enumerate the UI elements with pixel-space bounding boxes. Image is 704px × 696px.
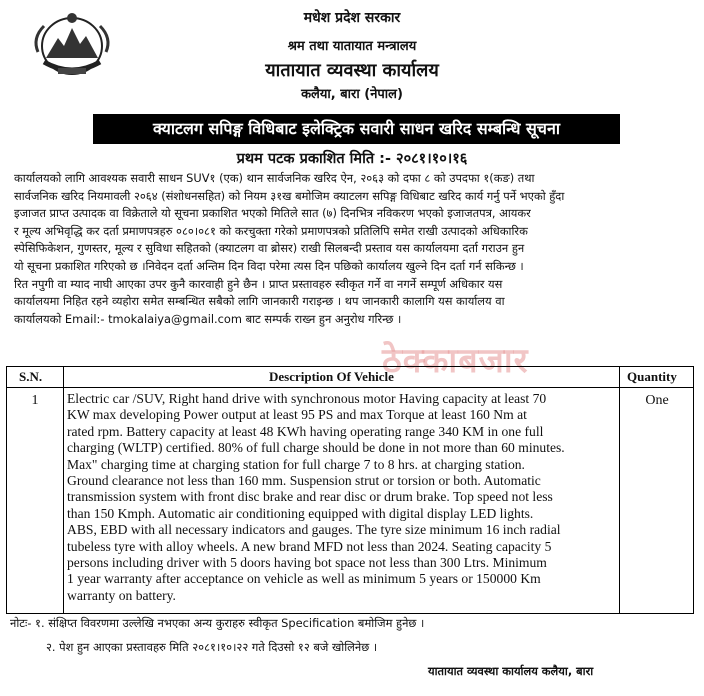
body-line: इजाजत प्राप्त उत्पादक वा विक्रेताले यो सूचना प्रकाशित भएको मितिले सात (७) दिनभित्र नविकरण भएको इजाजतपत्र, आयकर <box>14 206 531 221</box>
header-sn: S.N. <box>19 369 43 384</box>
notice-title: क्याटलग सपिङ्ग विधिबाट इलेक्ट्रिक सवारी साधन खरिद सम्बन्धि सूचना <box>93 114 620 144</box>
header-description: Description Of Vehicle <box>269 369 394 384</box>
desc-line: than 150 Kmph. Automatic air conditioning equipped with digital display LED lights. <box>67 505 534 521</box>
signature: यातायात व्यवस्था कार्यालय कलैया, बारा <box>428 664 594 678</box>
note-2: २. पेश हुन आएका प्रस्तावहरु मिति २०८१।१०।२२ गते दिउसो १२ बजे खोलिनेछ । <box>46 640 378 654</box>
ministry-name: श्रम तथा यातायात मन्त्रालय <box>287 39 417 54</box>
desc-line: charging (WLTP) certified. 80% of full charge should be done in not more than 60 minutes. <box>67 440 565 456</box>
desc-line: warranty on battery. <box>67 587 176 603</box>
header-quantity: Quantity <box>627 369 677 384</box>
body-line: कार्यालयको Email:- tmokalaiya@gmail.com बाट सम्पर्क राख्न हुन अनुरोध गरिन्छ । <box>14 311 402 326</box>
body-line: रित नपुगी वा म्याद नाघी आएका उपर कुनै कारवाही हुने छैन । प्राप्त प्रस्तावहरु स्वीकृत गर्ने वा नगर्ने सम्पूर्ण अधिकार यस <box>14 276 503 291</box>
body-line: कार्यालयको लागि आवश्यक सवारी साधन SUV१ (एक) थान सार्वजनिक खरिद ऐन, २०६३ को दफा ८ को उपदफा १(कङ) तथा <box>14 171 535 185</box>
desc-line: transmission system with front disc brake and rear disc or drum brake. Top speed not less <box>67 489 553 505</box>
publication-date: प्रथम पटक प्रकाशित मिति :- २०८१।१०।१६ <box>236 151 468 167</box>
desc-line: Electric car /SUV, Right hand drive with synchronous motor Having capacity at least 70 <box>67 391 547 406</box>
desc-line: ABS, EBD with all necessary indicators and gauges. The tyre size minimum 16 inch radial <box>67 522 561 538</box>
office-location: कलैया, बारा (नेपाल) <box>301 87 403 102</box>
row-sn: 1 <box>31 393 39 408</box>
body-line: कार्यालयमा निहित रहने व्यहोरा समेत सम्बन्धित सबैको लागि जानकारी गराइन्छ । थप जानकारी कालागि यस कार्यालय वा <box>14 294 505 309</box>
desc-line: persons including driver with 5 doors having bot space not less than 300 Ltrs. Minimum <box>67 555 547 571</box>
desc-line: tubeless tyre with alloy wheels. A new brand MFD not less than 2024. Seating capacity 5 <box>67 538 552 554</box>
desc-line: rated rpm. Battery capacity at least 48 KWh having operating range 340 KM in one full <box>67 423 544 439</box>
notice-body <box>14 170 694 328</box>
body-line: सार्वजनिक खरिद नियमावली २०६४ (संशोधनसहित) को नियम ३१ख बमोजिम क्याटलग सपिङ्ग विधिबाट खरिद कार्य गर्नु पर्ने भएको हुँदा <box>14 188 565 203</box>
office-name: यातायात व्यवस्था कार्यालय <box>265 60 439 81</box>
watermark: ठेक्काबजार <box>382 341 529 381</box>
desc-line: Max" charging time at charging station for full charge 7 to 8 hrs. at charging station. <box>67 456 525 472</box>
note-1: नोटः- १. संक्षिप्त विवरणमा उल्लेखि नभएका अन्य कुराहरु स्वीकृत Specification बमोजिम हुनेछ । <box>10 616 425 630</box>
desc-line: Ground clearance not less than 160 mm. Suspension strut or torsion or both. Automatic <box>67 473 541 489</box>
vehicle-spec-table <box>6 366 694 614</box>
desc-line: KW max developing Power output at least 95 PS and max Torque at least 160 Nm at <box>67 407 527 423</box>
body-line: यो सूचना प्रकाशित गरिएको छ ।निवेदन दर्ता अन्तिम दिन विदा परेमा त्यस दिन पछिको कार्यालय खुल्ने दिन दर्ता गर्न सकिन्छ । <box>14 258 524 273</box>
desc-line: 1 year warranty after acceptance on vehicle as well as minimum 5 years or 150000 Km <box>67 571 541 587</box>
body-line: स्पेसिफिकेशन, गुणस्तर, मूल्य र सुविधा सहितको (क्याटलग वा ब्रोसर) राखी सिलबन्दी प्रस्ताव यस कार्यालयमा दर्ता गराउन हुन <box>14 241 525 256</box>
body-line: र मूल्य अभिवृद्धि कर दर्ता प्रमाणपत्रहरु ०८०।०८१ को करचुक्ता गरेको प्रमाणपत्रको प्रतिलिपि समेत राखी उत्पादको अधिकारिक <box>14 223 528 238</box>
row-description <box>67 391 617 604</box>
row-quantity: One <box>645 393 669 408</box>
government-name: मधेश प्रदेश सरकार <box>303 10 401 26</box>
